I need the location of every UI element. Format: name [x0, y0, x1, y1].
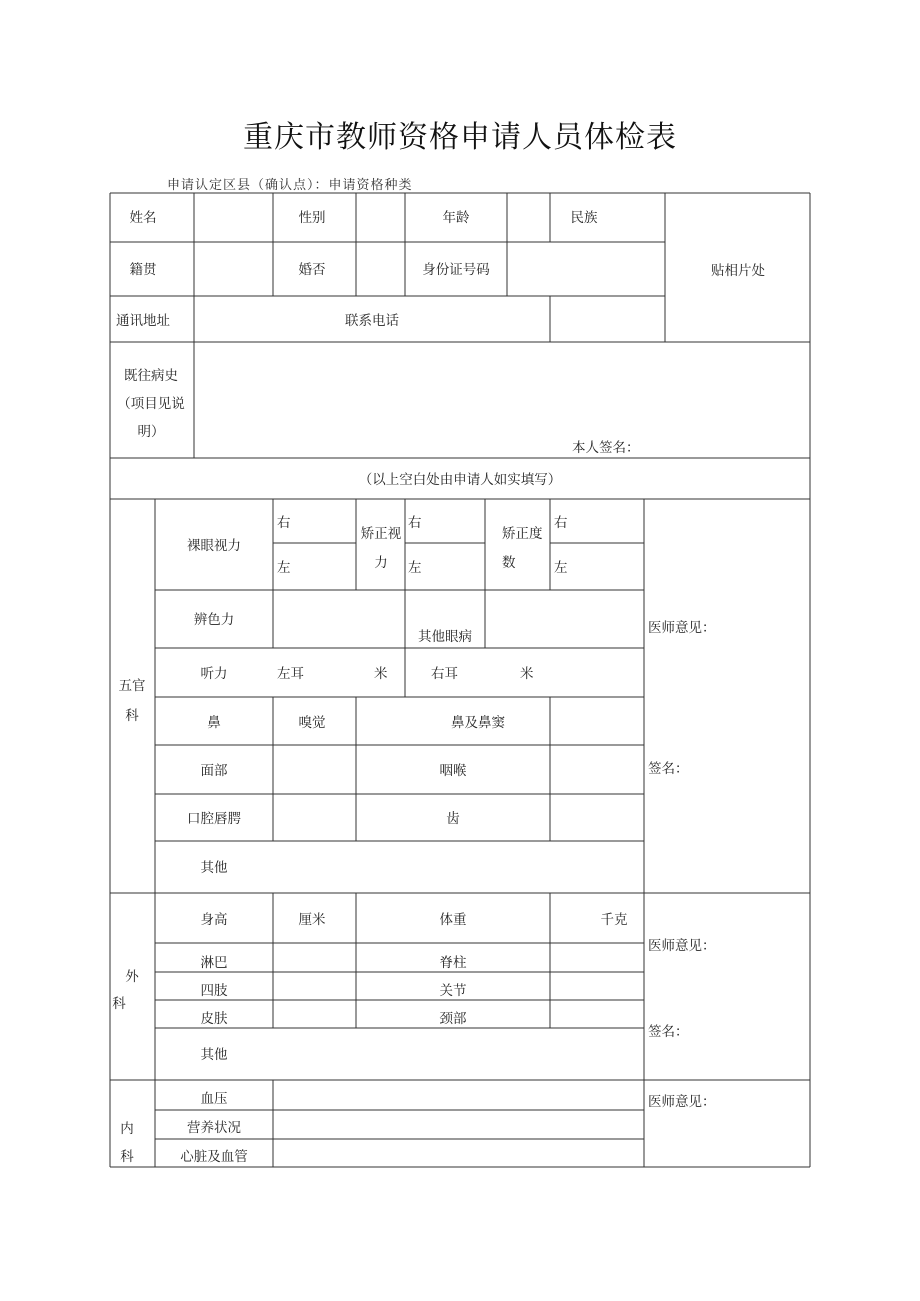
- waike-signature-label: 签名：: [648, 1024, 689, 1040]
- lymph-label: 淋巴: [200, 955, 228, 971]
- waike-other-label: 其他: [200, 1047, 228, 1063]
- color-vision-label: 辨色力: [193, 612, 235, 628]
- phone-label: 联系电话: [345, 313, 399, 329]
- name-label: 姓名: [129, 210, 157, 226]
- history-label-line1: 既往病史: [124, 368, 178, 384]
- correction-degree-label-line2: 数: [502, 555, 516, 571]
- naked-vision-label: 裸眼视力: [187, 538, 241, 554]
- left-ear-label: 左耳: [277, 666, 304, 682]
- weight-label: 体重: [439, 912, 467, 928]
- wuguan-other-label: 其他: [200, 860, 228, 876]
- weight-unit: 千克: [600, 912, 628, 928]
- height-label: 身高: [200, 912, 228, 928]
- naked-vision-left: 左: [277, 560, 291, 576]
- page-title: 重庆市教师资格申请人员体检表: [243, 120, 677, 155]
- history-label-line2: （项目见说: [117, 396, 185, 412]
- applicant-signature-label: 本人签名：: [572, 440, 640, 456]
- age-label: 年龄: [442, 210, 470, 226]
- wuguan-section-label-line1: 五官: [118, 678, 146, 694]
- right-ear-unit: 米: [520, 666, 534, 682]
- other-eye-disease-label: 其他眼病: [418, 629, 472, 645]
- waike-doctor-opinion-label: 医师意见：: [648, 938, 716, 954]
- height-unit: 厘米: [298, 912, 326, 928]
- nose-label: 鼻: [207, 715, 221, 731]
- neike-doctor-opinion-label: 医师意见：: [648, 1094, 716, 1110]
- naked-vision-right: 右: [277, 515, 291, 531]
- face-label: 面部: [200, 763, 228, 779]
- corrected-vision-label-line1: 矫正视: [360, 526, 402, 542]
- neike-section-label-line1: 内: [120, 1121, 134, 1137]
- corrected-vision-label-line2: 力: [374, 555, 388, 571]
- native-place-label: 籍贯: [129, 262, 157, 278]
- correction-degree-left: 左: [554, 560, 568, 576]
- neike-section-label-line2: 科: [120, 1149, 134, 1165]
- marital-status-label: 婚否: [298, 262, 326, 278]
- id-number-label: 身份证号码: [422, 262, 490, 278]
- throat-label: 咽喉: [439, 763, 467, 779]
- hearing-label: 听力: [200, 666, 228, 682]
- corrected-vision-left: 左: [408, 560, 422, 576]
- application-district-line: 申请认定区县（确认点）：申请资格种类: [167, 178, 413, 193]
- blood-pressure-label: 血压: [200, 1091, 228, 1107]
- nasal-sinus-label: 鼻及鼻窦: [451, 715, 505, 731]
- smell-label: 嗅觉: [298, 715, 326, 731]
- corrected-vision-right: 右: [408, 515, 422, 531]
- wuguan-doctor-opinion-label: 医师意见：: [648, 620, 716, 636]
- waike-section-label-line2: 科: [112, 996, 126, 1012]
- spine-label: 脊柱: [439, 955, 467, 971]
- joints-label: 关节: [439, 983, 467, 999]
- history-label-line3: 明）: [137, 424, 165, 440]
- oral-label: 口腔唇腭: [187, 811, 241, 827]
- teeth-label: 齿: [446, 811, 460, 827]
- correction-degree-label-line1: 矫正度: [502, 526, 543, 542]
- heart-label: 心脏及血管: [180, 1149, 248, 1165]
- wuguan-signature-label: 签名：: [648, 761, 689, 777]
- skin-label: 皮肤: [200, 1011, 228, 1027]
- photo-placeholder: 贴相片处: [711, 263, 765, 279]
- nutrition-label: 营养状况: [187, 1120, 241, 1136]
- correction-degree-right: 右: [554, 515, 568, 531]
- right-ear-label: 右耳: [431, 666, 458, 682]
- left-ear-unit: 米: [374, 666, 388, 682]
- notice-text: （以上空白处由申请人如实填写）: [358, 472, 562, 488]
- ethnicity-label: 民族: [570, 210, 598, 226]
- waike-section-label-line1: 外: [125, 969, 139, 985]
- gender-label: 性别: [298, 210, 326, 226]
- neck-label: 颈部: [439, 1011, 467, 1027]
- wuguan-section-label-line2: 科: [125, 708, 139, 724]
- limbs-label: 四肢: [200, 983, 228, 999]
- address-label: 通讯地址: [116, 313, 170, 329]
